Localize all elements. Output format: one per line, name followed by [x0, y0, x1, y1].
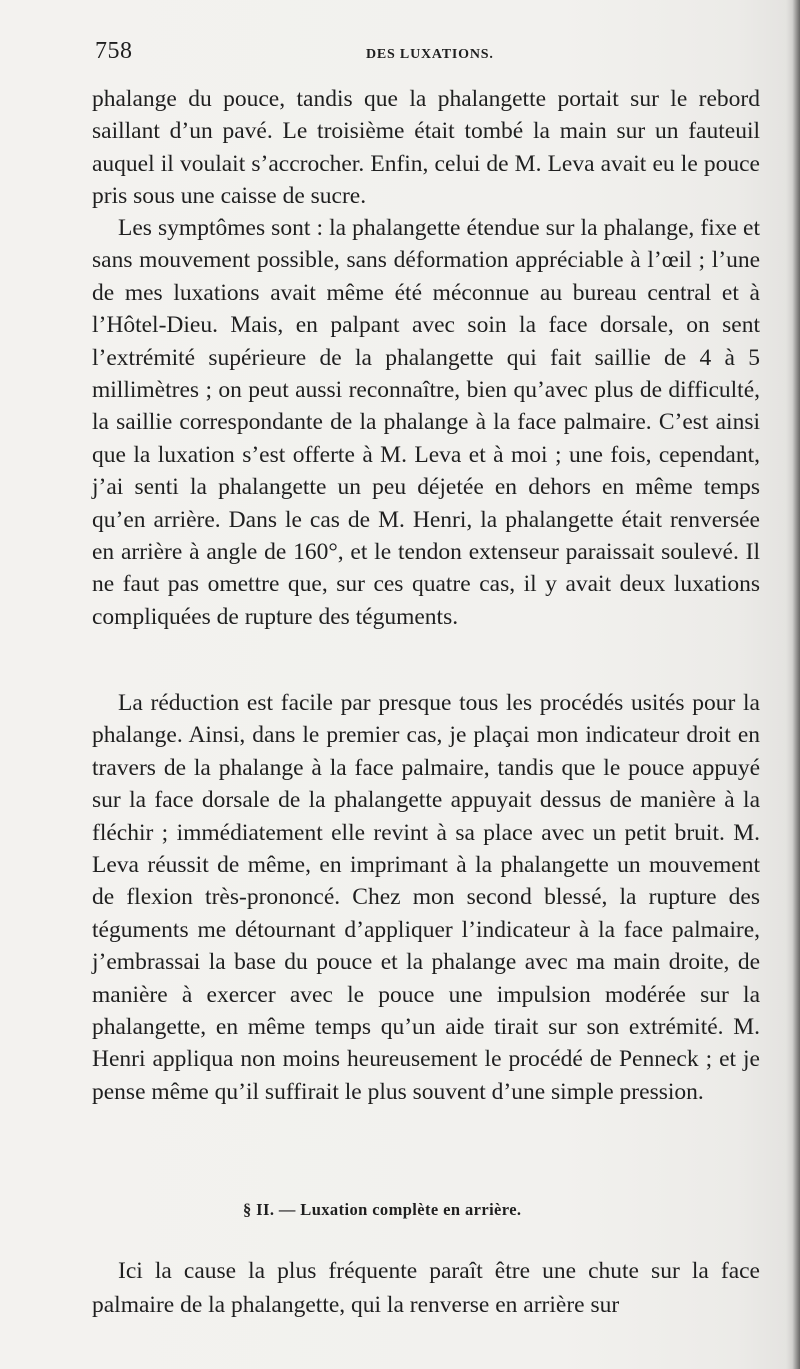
page-number: 758	[95, 38, 133, 64]
paragraph-2-text: Les symptômes sont : la phalangette étendue sur la phalange, fixe et sans mouvement possible, sans déformation appréciable à l’œil ; l’une de mes luxations avait même été méconnue au bureau central et à l’Hôtel-Dieu. Mais, en palpant avec soin la face dorsale, on sent l’extrémité supérieure de la phalangette qui fait saillie de 4 à 5 millimètres ; on peut aussi reconnaître, bien qu’avec plus de difficulté, la saillie correspondante de la phalange à la face palmaire. C’est ainsi que la luxation s’est offerte à M. Leva et à moi ; une fois, cependant, j’ai senti la phalangette un peu déjetée en dehors en même temps qu’en arrière. Dans le cas de M. Henri, la phalangette était renversée en arrière à angle de 160°, et le tendon extenseur paraissait soulevé. Il ne faut pas omettre que, sur ces quatre cas, il y avait deux luxations compliquées de rupture des téguments.	[92, 215, 760, 630]
paragraph-continuation	[92, 83, 760, 213]
binding-shadow	[786, 0, 800, 1369]
paragraph-4-text: Ici la cause la plus fréquente paraît être une chute sur la face palmaire de la phalangette, qui la renverse en arrière sur	[92, 1258, 760, 1318]
running-title: DES LUXATIONS.	[366, 47, 494, 62]
section-heading: § II. — Luxation complète en arrière.	[243, 1200, 522, 1219]
paragraph-3-text: La réduction est facile par presque tous les procédés usités pour la phalange. Ainsi, dans le premier cas, je plaçai mon indicateur droit en travers de la phalange à la face palmaire, tandis que le pouce appuyé sur la face dorsale de la phalangette appuyait dessus de manière à la fléchir ; immédiatement elle revint à sa place avec un petit bruit. M. Leva réussit de même, en imprimant à la phalangette un mouvement de flexion très-prononcé. Chez mon second blessé, la rupture des téguments me détournant d’appliquer l’indicateur à la face palmaire, j’embrassai la base du pouce et la phalange avec ma main droite, de manière à exercer avec le pouce une impulsion modérée sur la phalangette, en même temps qu’un aide tirait sur son extrémité. M. Henri appliqua non moins heureusement le procédé de Penneck ; et je pense même qu’il suffirait le plus souvent d’une simple pression.	[92, 690, 760, 1105]
paragraph-cause	[92, 1255, 760, 1322]
paragraph-symptoms	[92, 212, 760, 633]
paragraph-reduction	[92, 687, 760, 1108]
paragraph-1-text: phalange du pouce, tandis que la phalangette portait sur le rebord saillant d’un pavé. Le troisième était tombé la main sur un fauteuil auquel il voulait s’accrocher. Enfin, celui de M. Leva avait eu le pouce pris sous une caisse de sucre.	[92, 86, 760, 210]
